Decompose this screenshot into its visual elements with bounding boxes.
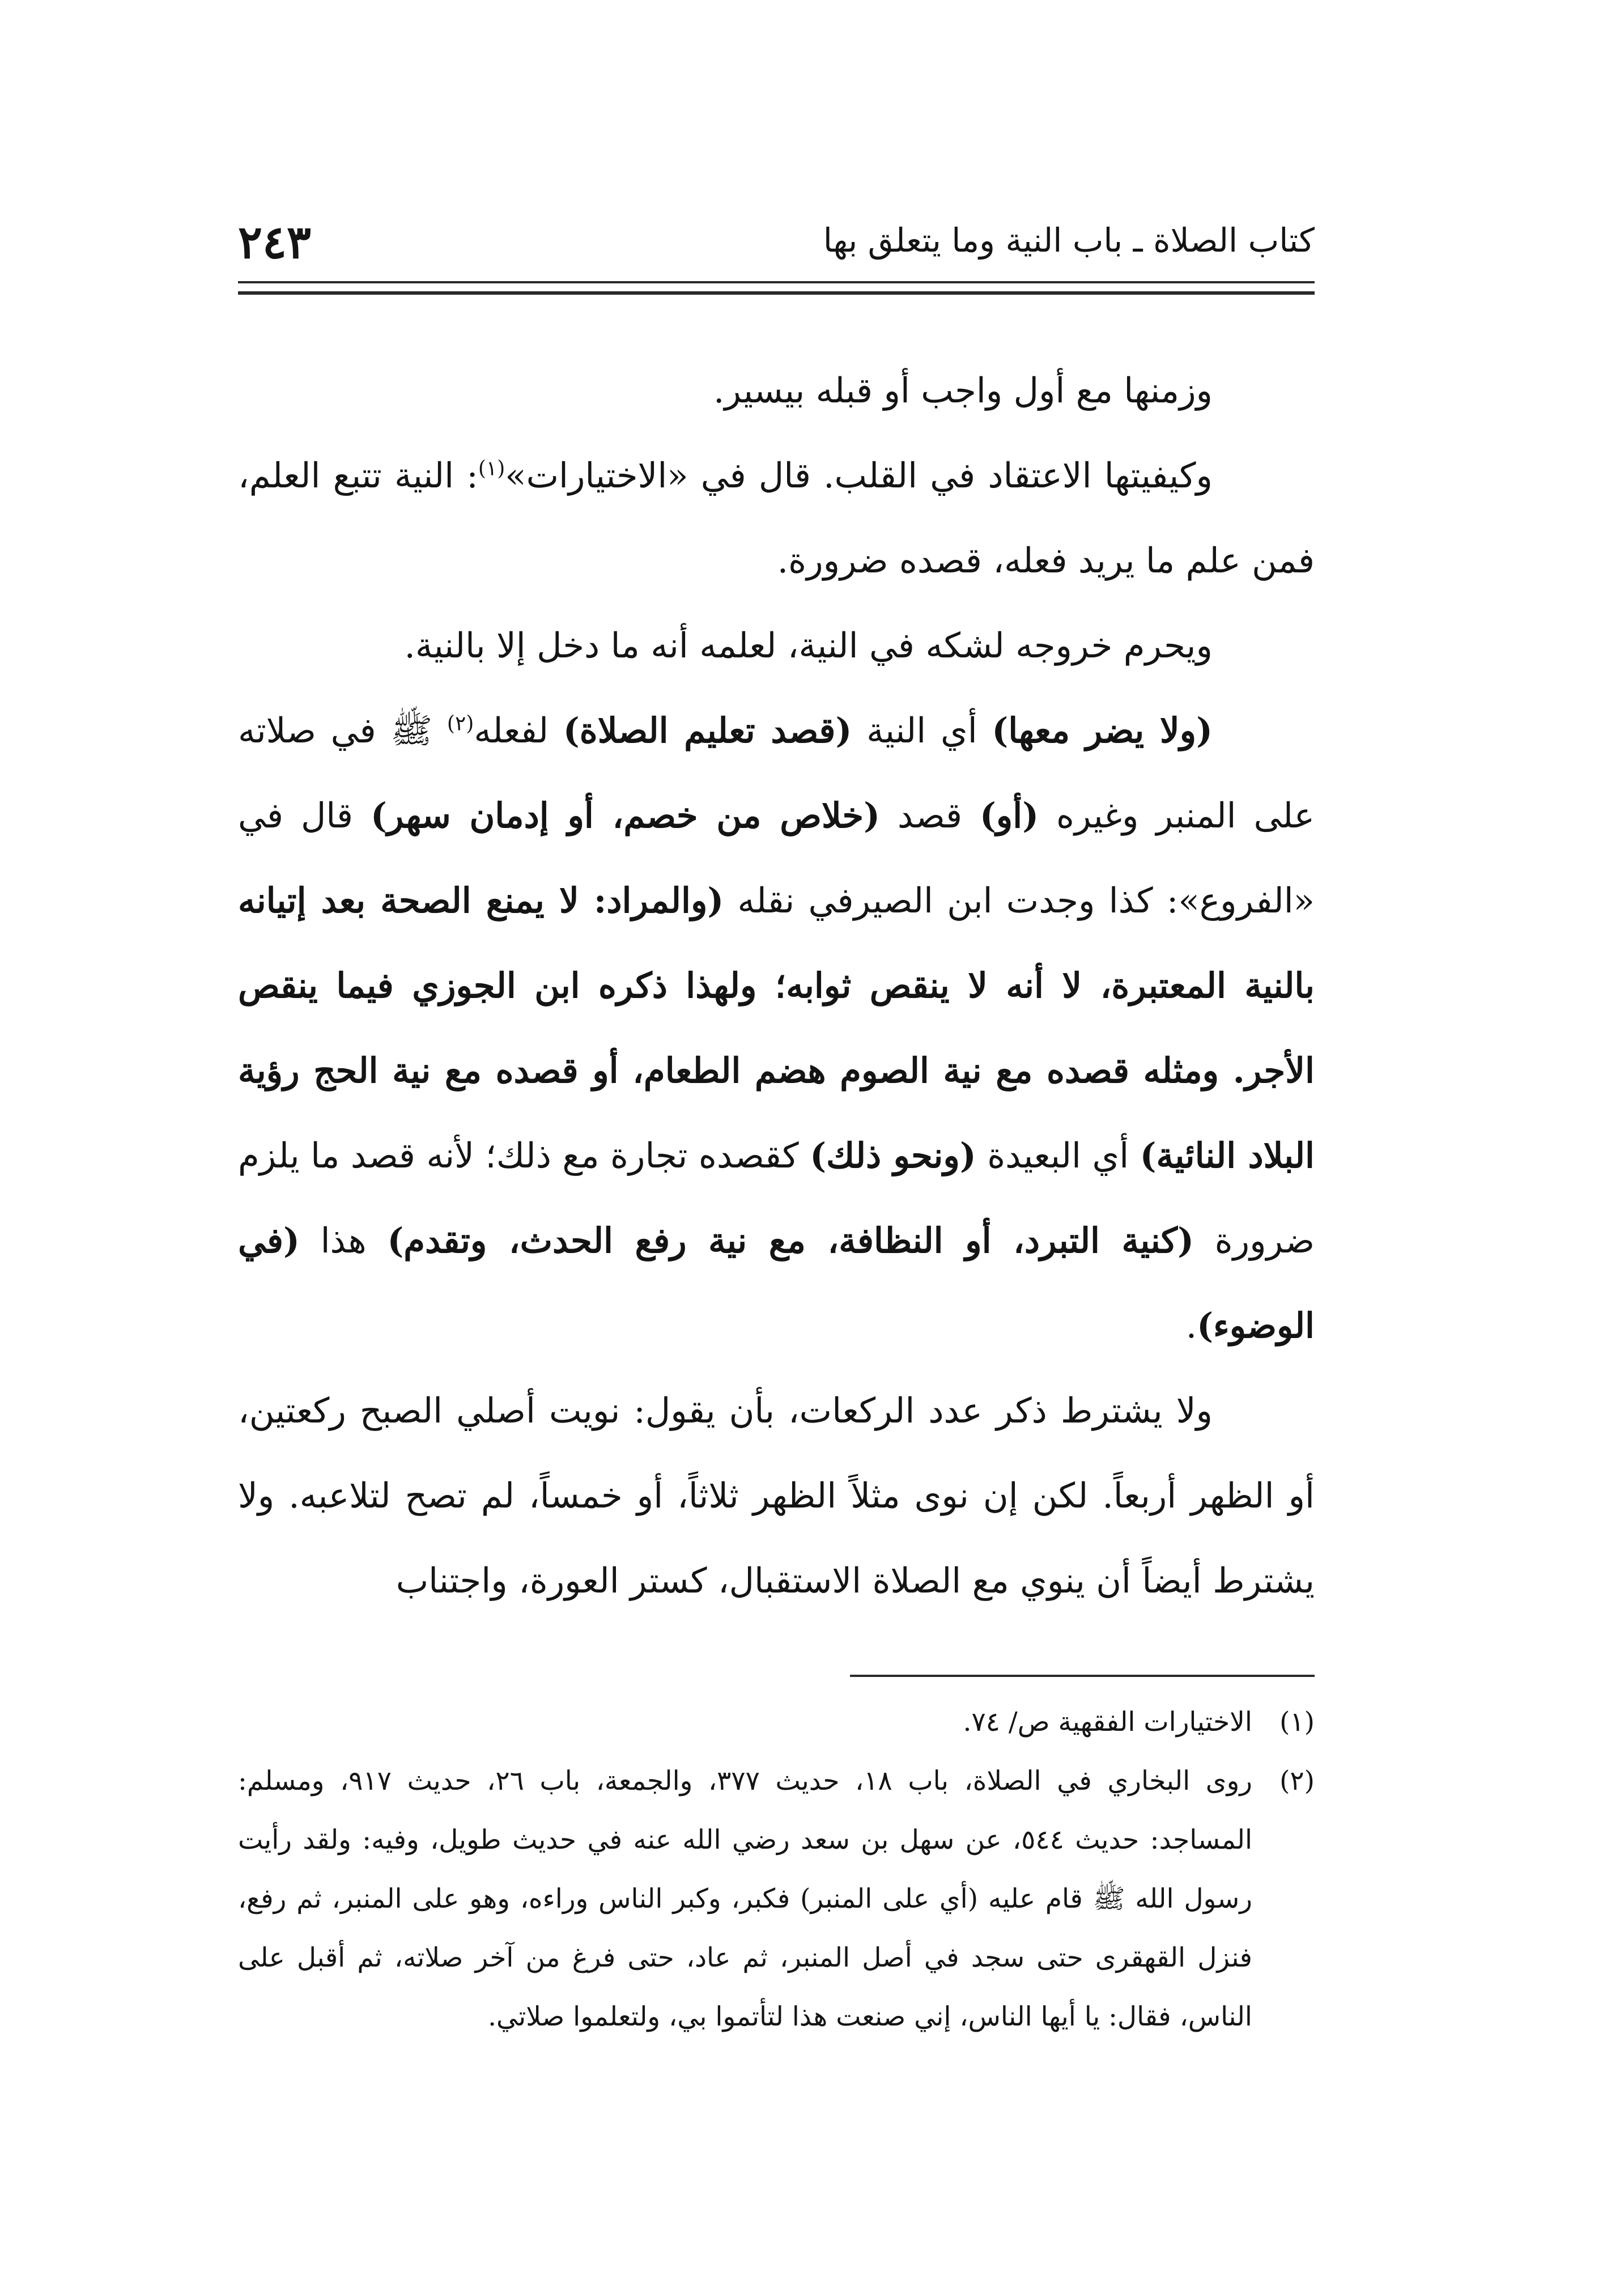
matn-segment: (خلاص من خصم، أو إدمان سهر) — [370, 796, 880, 836]
footnote-text: الاختيارات الفقهية ص/ ٧٤. — [963, 1706, 1252, 1738]
sharh-segment: قال في «الفروع»: كذا وجدت ابن الصيرفي نقله — [238, 796, 1315, 921]
footnotes — [238, 1693, 1315, 2046]
footnote-ref-1[interactable]: (١) — [478, 457, 505, 481]
matn-segment: (ونحو ذلك) — [810, 1136, 976, 1176]
footnote-text: روى البخاري في الصلاة، باب ١٨، حديث ٣٧٧، والجمعة، باب ٢٦، حديث ٩١٧، ومسلم: المساجد: حديث ٥٤٤، عن سهل بن سعد رضي الله عنه في حديث طويل، وفيه: ولقد رأيت رسول الله ﷺ قام عليه (أي على المنبر) فكبر، وكبر الناس وراءه، وهو على المنبر، ثم رفع، فنزل القهقرى حتى سجد في أصل المنبر، ثم عاد، حتى فرغ من آخر صلاته، ثم أقبل على الناس، فقال: يا أيها الناس، إني صنعت هذا لتأتموا بي، ولتعلموا صلاتي. — [238, 1765, 1252, 2032]
matn-segment: (كنية التبرد، أو النظافة، مع نية رفع الحدث، وتقدم) — [387, 1221, 1194, 1261]
sharh-segment: هذا — [299, 1221, 388, 1261]
sharh-segment: قصد — [879, 796, 980, 836]
paragraph-3: ويحرم خروجه لشكه في النية، لعلمه أنه ما دخل إلا بالنية. — [404, 626, 1213, 666]
main-text — [238, 349, 1315, 1624]
page-header — [238, 215, 1315, 278]
footnote-separator — [850, 1675, 1315, 1677]
matn-segment: (في الوضوء) — [238, 1221, 1315, 1346]
sharh-segment: . — [1185, 1306, 1197, 1346]
paragraph-2-part-a: وكيفيتها الاعتقاد في القلب. قال في «الاختيارات» — [505, 456, 1213, 496]
footnote-2 — [238, 1752, 1315, 2046]
book-page — [238, 215, 1315, 2142]
header-rule — [238, 281, 1315, 295]
footnote-number: (١) — [1279, 1706, 1315, 1738]
sharh-segment: كقصده تجارة مع ذلك؛ لأنه قصد ما يلزم ضرورة — [238, 1136, 1315, 1261]
matn-segment: (أو) — [979, 796, 1039, 836]
sharh-segment: أي النية — [852, 711, 992, 751]
paragraph-2-part-b: : النية تتبع العلم، فمن علم ما يريد فعله، قصده ضرورة. — [238, 456, 1315, 581]
matn-segment: (والمراد: لا يمنع الصحة بعد إتيانه بالنية المعتبرة، لا أنه لا ينقص ثوابه؛ ولهذا ذكره ابن الجوزي فيما ينقص الأجر. ومثله قصده مع نية الصوم هضم الطعام، أو قصده مع نية الحج رؤية البلاد النائية) — [238, 881, 1315, 1176]
footnote-1 — [238, 1693, 1315, 1752]
running-title: كتاب الصلاة ـ باب النية وما يتعلق بها — [823, 221, 1315, 260]
matn-segment: (قصد تعليم الصلاة) — [563, 711, 852, 751]
paragraph-4 — [238, 689, 1315, 1369]
paragraph-5: ولا يشترط ذكر عدد الركعات، بأن يقول: نويت أصلي الصبح ركعتين، أو الظهر أربعاً. لكن إن نوى مثلاً الظهر ثلاثاً، أو خمساً، لم تصح لتلاعبه. ولا يشترط أيضاً أن ينوي مع الصلاة الاستقبال، كستر العورة، واجتناب — [238, 1391, 1315, 1601]
page-number: ٢٤٣ — [238, 215, 311, 269]
sharh-segment: لفعله — [474, 711, 563, 751]
paragraph-2 — [238, 434, 1315, 604]
sharh-segment: ﷺ في صلاته على المنبر وغيره — [238, 711, 1315, 836]
footnote-ref-2[interactable]: (٢) — [447, 712, 474, 736]
footnote-number: (٢) — [1279, 1765, 1315, 1797]
paragraph-1: وزمنها مع أول واجب أو قبله بيسير. — [713, 371, 1213, 411]
matn-segment: (ولا يضر معها) — [992, 711, 1213, 751]
sharh-segment: أي البعيدة — [976, 1136, 1140, 1176]
